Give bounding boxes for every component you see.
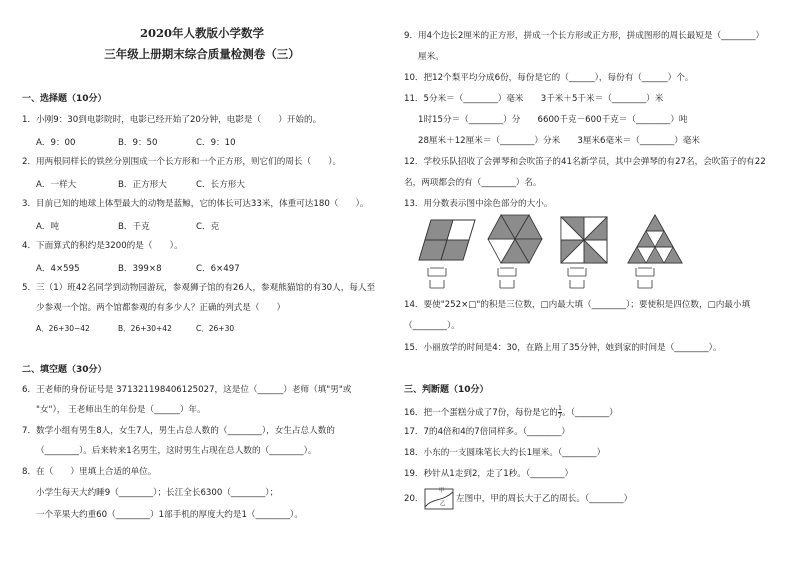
q20-label-yi: 乙 xyxy=(440,501,446,507)
figure-square xyxy=(560,216,608,264)
q4-text: 4．下面算式的积约是3200的是（ ）。 xyxy=(22,241,183,251)
q3-text: 3．目前已知的地球上体型最大的动物是蓝鲸，它的体长可达33米，体重可达180（ ）。 xyxy=(22,199,369,209)
q3-option-c[interactable]: C．克 xyxy=(196,222,220,232)
q8-text: 8．在（ ）里填上合适的单位。 xyxy=(22,467,157,477)
q9-text-line1: 9．用4个边长2厘米的正方形，拼成一个长方形或正方形，拼成图形的周长最短是（________） xyxy=(404,31,765,41)
doc-subtitle: 三年级上册期末综合质量检测卷（三） xyxy=(104,47,300,61)
q5-option-c[interactable]: C．26+30 xyxy=(196,324,235,333)
section-choice-heading: 一、选择题（10分） xyxy=(22,94,107,104)
q2-option-a[interactable]: A．一样大 xyxy=(36,180,77,190)
q4-option-a[interactable]: A．4×595 xyxy=(36,264,80,274)
q16-text-post: 。（________） xyxy=(562,408,618,418)
q5-text-line1: 5．三（1）班42名同学到动物园游玩，参观狮子馆的有26人，参观熊猫馆的有30人，每人至 xyxy=(22,283,376,293)
q16-numerator: 1 xyxy=(557,404,563,412)
q5-text-line2: 少参观一个馆。两个馆都参观的有多少人？正确的列式是（ ） xyxy=(36,303,286,313)
q3-option-b[interactable]: B．千克 xyxy=(118,222,150,232)
q1-option-c[interactable]: C．9：10 xyxy=(196,138,236,148)
section-fill-heading: 二、填空题（30分） xyxy=(22,365,107,375)
q5-option-a[interactable]: A．26+30−42 xyxy=(36,324,90,333)
q6-text-line2: "女"）， 王老师出生的年份是（______）年。 xyxy=(36,405,206,415)
q16-text-pre: 16．把一个蛋糕分成了7份，每份是它的 xyxy=(404,408,558,418)
figure-answer-slots xyxy=(420,266,680,292)
q19-text: 19．秒针从1走到2，走了1秒。（________） xyxy=(404,469,574,479)
q11-line2: 1时15分＝（________）分 6600千克－600千克＝（________）吨 xyxy=(418,115,688,125)
q1-option-a[interactable]: A．9：00 xyxy=(36,138,76,148)
figure-triangle xyxy=(627,214,683,264)
q7-text-line1: 7．数学小组有男生8人，女生7人，男生占总人数的（________），女生占总人数的 xyxy=(22,426,335,436)
q20-text: 左图中，甲的周长大于乙的周长。（________） xyxy=(456,494,633,504)
q4-option-b[interactable]: B．399×8 xyxy=(118,264,162,274)
q3-option-a[interactable]: A．吨 xyxy=(36,222,60,232)
q1-option-b[interactable]: B．9：50 xyxy=(118,138,158,148)
section-judge-heading: 三、判断题（10分） xyxy=(404,385,489,395)
q13-text: 13．用分数表示图中涂色部分的大小。 xyxy=(404,199,553,209)
q14-text-line2: （________）。 xyxy=(404,321,460,331)
q2-option-c[interactable]: C．长方形大 xyxy=(196,180,245,190)
q14-text-line1: 14．要使"252×□"的积是三位数，□内最大填（________）；要使积是四位数，□内最小填 xyxy=(404,300,751,310)
q17-text: 17．7的4倍和4的7倍同样多。（________） xyxy=(404,427,571,437)
figure-parallelogram xyxy=(417,218,477,262)
q5-option-b[interactable]: B．26+30+42 xyxy=(118,324,172,333)
doc-title: 2020年人教版小学数学 xyxy=(139,26,264,40)
q18-text: 18．小东的一支圆珠笔长大约长1厘米。（________） xyxy=(404,448,606,458)
q12-text-line1: 12．学校乐队招收了会弹琴和会吹笛子的41名新学员，其中会弹琴的有27名，会吹笛子的有22 xyxy=(404,157,766,167)
q8-line2: 一个苹果大约重60（________）1部手机的厚度大约是1（________）。 xyxy=(36,510,303,520)
q12-text-line2: 名，两项都会的有（________）名。 xyxy=(404,178,542,188)
q1-text: 1．小刚9：30到电影院时，电影已经开始了20分钟，电影是（ ）开始的。 xyxy=(22,115,322,125)
q10-text: 10．把12个梨平均分成6份，每份是它的（______），每份有（______）个。 xyxy=(404,73,694,83)
q20-label-jia: 甲 xyxy=(439,488,445,494)
q15-text: 15．小丽放学的时间是4：30，在路上用了35分钟，她到家的时间是（________）。 xyxy=(404,343,722,353)
q6-text-line1: 6．王老师的身份证号是 371321198406125027，这是位（______）老师（填"男"或 xyxy=(22,385,352,395)
q11-line3: 28厘米＋12厘米＝（________）分米 3厘米6毫米＝（________）毫米 xyxy=(418,136,701,146)
q16-text xyxy=(404,405,618,420)
q8-line1: 小学生每天大约睡9（________）；长江全长6300（________）； xyxy=(36,488,279,498)
q11-line1: 11．5分米＝（________）毫米 3千米＋5千米＝（________）米 xyxy=(404,94,664,104)
q2-text: 2．用两根同样长的铁丝分别围成一个长方形和一个正方形，则它们的周长（ ）。 xyxy=(22,157,342,167)
q2-option-b[interactable]: B．正方形大 xyxy=(118,180,167,190)
q7-text-line2: （________）。后来转来1名男生，这时男生占现在总人数的（________）。 xyxy=(36,446,317,456)
q16-denominator: 7 xyxy=(557,412,563,420)
q20-number: 20． xyxy=(404,494,424,504)
figure-hexagon xyxy=(487,214,543,264)
q4-option-c[interactable]: C．6×497 xyxy=(196,264,240,274)
q9-text-line2: 厘米。 xyxy=(418,52,444,62)
